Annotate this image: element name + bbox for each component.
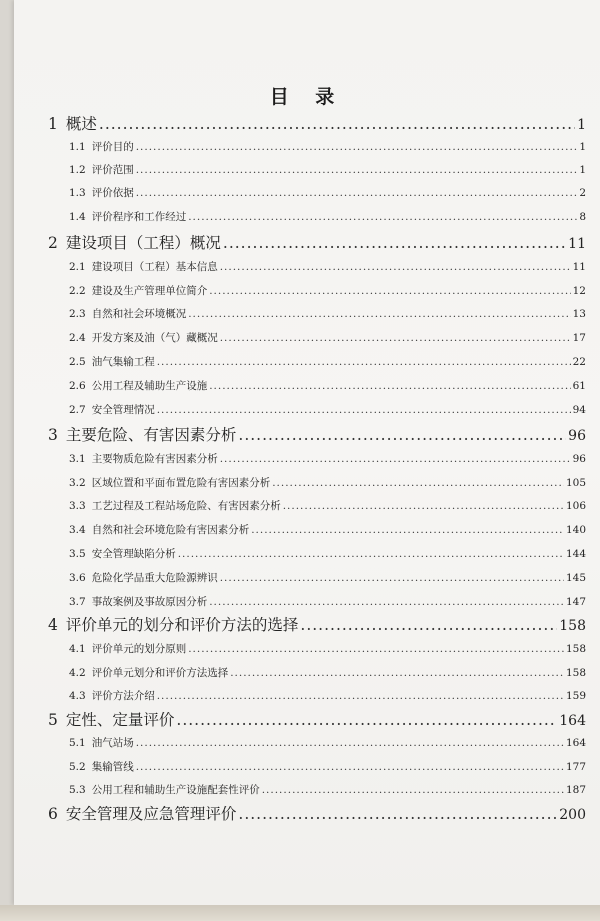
dot-leader (223, 234, 566, 252)
toc-number: 3 (48, 426, 58, 444)
toc-label: 开发方案及油（气）藏概况 (91, 332, 218, 344)
toc-number: 1.4 (69, 211, 86, 223)
toc-label: 危险化学品重大危险源辨识 (91, 572, 218, 584)
toc-label: 评价程序和工作经过 (91, 211, 187, 223)
dot-leader (136, 141, 578, 153)
toc-label: 公用工程及辅助生产设施 (91, 380, 208, 392)
dot-leader (230, 667, 564, 679)
toc-entry-section[interactable] (69, 498, 586, 513)
toc-number: 2.5 (69, 356, 86, 368)
dot-leader (251, 524, 564, 536)
toc-page-number: 17 (572, 332, 586, 344)
toc-label: 建设及生产管理单位简介 (91, 285, 208, 297)
toc-number: 4 (48, 616, 58, 634)
dot-leader (136, 737, 564, 749)
toc-page-number: 94 (572, 404, 586, 416)
toc-label: 事故案例及事故原因分析 (91, 596, 208, 608)
toc-entry-section[interactable] (69, 306, 586, 321)
toc-page-number: 13 (572, 308, 586, 320)
toc-number: 4.1 (69, 643, 86, 655)
toc-label: 评价单元的划分和评价方法的选择 (65, 616, 299, 634)
toc-page-number: 105 (565, 477, 586, 489)
toc-number: 3.5 (69, 548, 86, 560)
toc-page-number: 140 (565, 524, 586, 536)
dot-leader (188, 643, 564, 655)
toc-entry-chapter[interactable] (48, 802, 586, 824)
toc-label: 评价依据 (91, 187, 134, 199)
toc-label: 定性、定量评价 (65, 711, 175, 729)
dot-leader (272, 477, 564, 489)
toc-number: 2.4 (69, 332, 86, 344)
toc-page-number: 61 (572, 380, 586, 392)
toc-entry-section[interactable] (69, 185, 586, 200)
dot-leader (99, 115, 575, 133)
toc-page-number: 11 (568, 236, 586, 252)
toc-page-number: 1 (579, 141, 586, 153)
dot-leader (238, 805, 557, 823)
dot-leader (220, 453, 571, 465)
toc-page-number: 158 (565, 643, 586, 655)
toc-entry-section[interactable] (69, 570, 586, 585)
toc-number: 2 (48, 234, 58, 252)
toc-number: 4.2 (69, 667, 86, 679)
toc-number: 5.3 (69, 784, 86, 796)
toc-page-number: 2 (579, 187, 586, 199)
toc-number: 3.3 (69, 500, 86, 512)
toc-number: 1.2 (69, 164, 86, 176)
toc-entry-section[interactable] (69, 688, 586, 703)
toc-number: 3.7 (69, 596, 86, 608)
toc-page-number: 96 (568, 428, 586, 444)
toc-number: 3.1 (69, 453, 86, 465)
toc-number: 6 (48, 805, 58, 823)
document-page (14, 0, 600, 905)
dot-leader (209, 285, 570, 297)
toc-entry-section[interactable] (69, 378, 586, 393)
toc-entry-chapter[interactable] (48, 708, 586, 730)
toc-page-number: 158 (565, 667, 586, 679)
page-title: 目 录 (269, 86, 345, 108)
toc-entry-section[interactable] (69, 594, 586, 609)
toc-entry-section[interactable] (69, 546, 586, 561)
toc-page-number: 158 (559, 618, 586, 634)
toc-label: 主要物质危险有害因素分析 (91, 453, 218, 465)
toc-page-number: 147 (565, 596, 586, 608)
dot-leader (157, 356, 571, 368)
toc-number: 1.1 (69, 141, 86, 153)
toc-entry-section[interactable] (69, 354, 586, 369)
dot-leader (136, 187, 578, 199)
toc-page-number: 12 (572, 285, 586, 297)
toc-page-number: 11 (572, 261, 586, 273)
dot-leader (157, 690, 564, 702)
toc-number: 2.3 (69, 308, 86, 320)
toc-entry-section[interactable] (69, 735, 586, 750)
toc-label: 评价单元划分和评价方法选择 (91, 667, 229, 679)
toc-number: 3.2 (69, 477, 86, 489)
toc-label: 自然和社会环境危险有害因素分析 (91, 524, 250, 536)
toc-entry-section[interactable] (69, 641, 586, 656)
dot-leader (238, 426, 566, 444)
toc-entry-section[interactable] (69, 522, 586, 537)
toc-page-number: 164 (565, 737, 586, 749)
toc-label: 评价目的 (91, 141, 134, 153)
toc-entry-chapter[interactable] (48, 423, 586, 445)
toc-number: 5 (48, 711, 58, 729)
toc-label: 油气站场 (91, 737, 134, 749)
toc-entry-section[interactable] (69, 782, 586, 797)
toc-number: 5.1 (69, 737, 86, 749)
dot-leader (136, 164, 578, 176)
dot-leader (209, 380, 570, 392)
toc-entry-chapter[interactable] (48, 613, 586, 635)
toc-label: 自然和社会环境概况 (91, 308, 187, 320)
toc-label: 集输管线 (91, 761, 134, 773)
toc-number: 3.4 (69, 524, 86, 536)
dot-leader (220, 261, 571, 273)
desk-surface (0, 905, 600, 921)
toc-page-number: 200 (559, 807, 586, 823)
toc-label: 建设项目（工程）概况 (65, 234, 221, 252)
dot-leader (188, 211, 577, 223)
toc-entry-section[interactable] (69, 451, 586, 466)
toc-number: 2.1 (69, 261, 86, 273)
toc-page-number: 1 (577, 117, 586, 133)
dot-leader (157, 404, 571, 416)
toc-label: 油气集输工程 (91, 356, 155, 368)
toc-page-number: 144 (565, 548, 586, 560)
dot-leader (220, 572, 564, 584)
toc-entry-chapter[interactable] (48, 231, 586, 253)
toc-number: 2.2 (69, 285, 86, 297)
toc-label: 工艺过程及工程站场危险、有害因素分析 (91, 500, 281, 512)
toc-number: 4.3 (69, 690, 86, 702)
toc-label: 主要危险、有害因素分析 (65, 426, 237, 444)
toc-label: 建设项目（工程）基本信息 (91, 261, 218, 273)
toc-label: 安全管理缺陷分析 (91, 548, 176, 560)
toc-label: 评价方法介绍 (91, 690, 155, 702)
toc-page-number: 1 (579, 164, 586, 176)
dot-leader (220, 332, 571, 344)
table-of-contents (14, 0, 600, 905)
toc-page-number: 22 (572, 356, 586, 368)
dot-leader (209, 596, 564, 608)
dot-leader (300, 616, 557, 634)
dot-leader (188, 308, 570, 320)
toc-label: 安全管理情况 (91, 404, 155, 416)
dot-leader (176, 711, 557, 729)
toc-label: 概述 (65, 115, 97, 133)
toc-entry-section[interactable] (69, 475, 586, 490)
toc-entry-section[interactable] (69, 283, 586, 298)
toc-entry-section[interactable] (69, 259, 586, 274)
toc-page-number: 159 (565, 690, 586, 702)
toc-page-number: 177 (565, 761, 586, 773)
toc-entry-section[interactable] (69, 330, 586, 345)
dot-leader (283, 500, 564, 512)
toc-page-number: 187 (565, 784, 586, 796)
toc-number: 1 (48, 115, 58, 133)
toc-page-number: 106 (565, 500, 586, 512)
toc-label: 评价单元的划分原则 (91, 643, 187, 655)
dot-leader (262, 784, 564, 796)
toc-label: 区域位置和平面布置危险有害因素分析 (91, 477, 271, 489)
toc-number: 2.6 (69, 380, 86, 392)
toc-entry-section[interactable] (69, 402, 586, 417)
toc-number: 3.6 (69, 572, 86, 584)
dot-leader (136, 761, 564, 773)
toc-label: 公用工程和辅助生产设施配套性评价 (91, 784, 260, 796)
toc-number: 1.3 (69, 187, 86, 199)
dot-leader (178, 548, 564, 560)
toc-page-number: 96 (572, 453, 586, 465)
toc-label: 评价范围 (91, 164, 134, 176)
toc-number: 5.2 (69, 761, 86, 773)
toc-entry-section[interactable] (69, 162, 586, 177)
toc-entry-section[interactable] (69, 759, 586, 774)
toc-entry-section[interactable] (69, 665, 586, 680)
toc-page-number: 164 (559, 713, 586, 729)
toc-page-number: 145 (565, 572, 586, 584)
toc-entry-chapter[interactable] (48, 112, 586, 134)
toc-number: 2.7 (69, 404, 86, 416)
toc-page-number: 8 (579, 211, 586, 223)
toc-entry-section[interactable] (69, 209, 586, 224)
toc-label: 安全管理及应急管理评价 (65, 805, 237, 823)
toc-entry-section[interactable] (69, 139, 586, 154)
